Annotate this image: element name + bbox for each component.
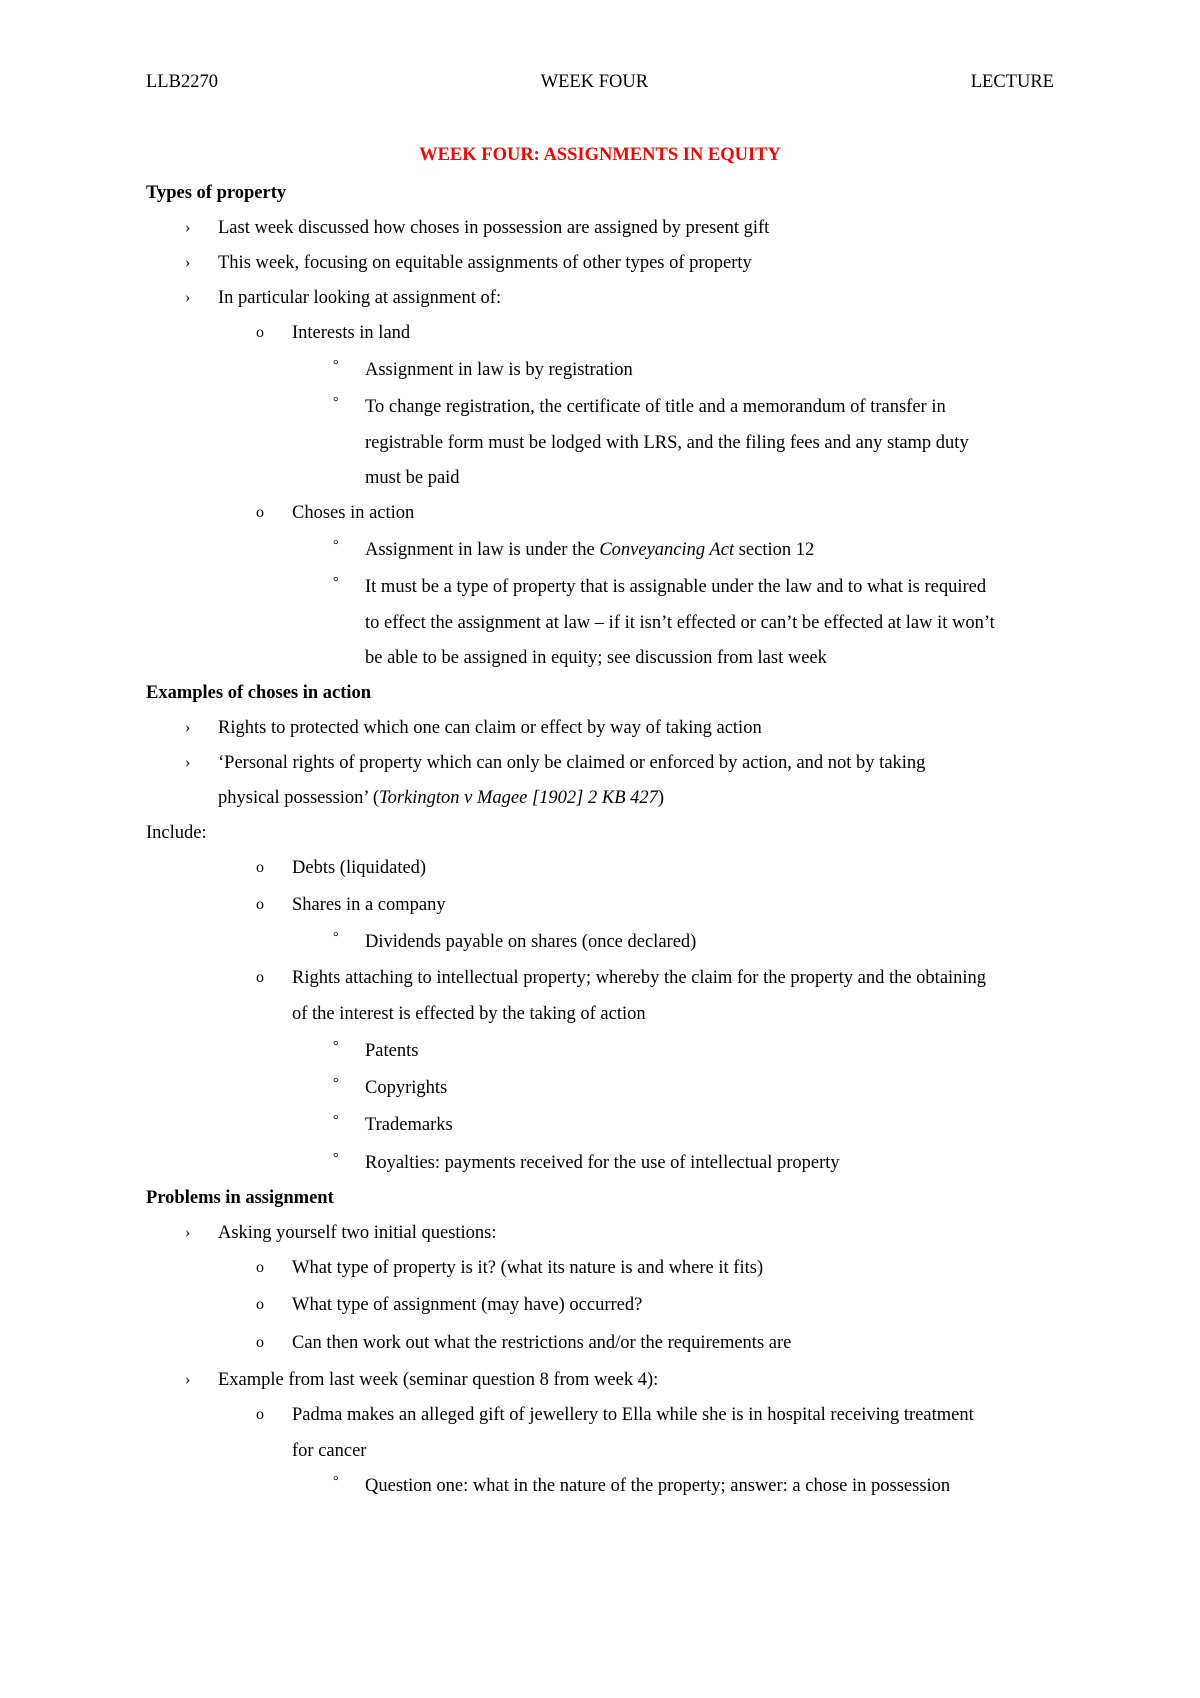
case-citation: Torkington v Magee [1902] 2 KB 427 bbox=[379, 788, 658, 808]
heading-types-of-property: Types of property bbox=[146, 183, 287, 203]
list-item-continuation: be able to be assigned in equity; see discussion from last week bbox=[365, 648, 827, 668]
list-item-continuation: to effect the assignment at law – if it isn’t effected or can’t be effected at law it won’t bbox=[365, 613, 995, 633]
list-item: o Can then work out what the restrictions and/or the requirements are bbox=[0, 1328, 1200, 1358]
list-item: ° Copyrights bbox=[0, 1073, 1200, 1103]
degree-bullet-icon: ° bbox=[333, 575, 339, 590]
paragraph: Include: bbox=[146, 823, 207, 843]
degree-bullet-icon: ° bbox=[333, 1039, 339, 1054]
arrow-bullet-icon: › bbox=[185, 1224, 191, 1241]
list-item: ° Assignment in law is by registration bbox=[0, 355, 1200, 385]
degree-bullet-icon: ° bbox=[333, 1076, 339, 1091]
circle-bullet-icon: o bbox=[256, 859, 264, 876]
header-type: LECTURE bbox=[970, 72, 1054, 92]
degree-bullet-icon: ° bbox=[333, 395, 339, 410]
header-week: WEEK FOUR bbox=[540, 72, 649, 92]
degree-bullet-icon: ° bbox=[333, 538, 339, 553]
circle-bullet-icon: o bbox=[256, 1296, 264, 1313]
list-item-continuation: of the interest is effected by the taking of action bbox=[292, 1004, 646, 1024]
list-item: o Choses in action bbox=[0, 498, 1200, 528]
list-item-continuation: registrable form must be lodged with LRS, and the filing fees and any stamp duty bbox=[365, 433, 969, 453]
degree-bullet-icon: ° bbox=[333, 358, 339, 373]
page-header bbox=[146, 72, 1054, 98]
circle-bullet-icon: o bbox=[256, 324, 264, 341]
list-item: › Example from last week (seminar question 8 from week 4): bbox=[0, 1365, 1200, 1395]
list-item: ° Dividends payable on shares (once declared) bbox=[0, 927, 1200, 957]
arrow-bullet-icon: › bbox=[185, 254, 191, 271]
header-course-code: LLB2270 bbox=[146, 72, 218, 92]
list-item: o What type of assignment (may have) occurred? bbox=[0, 1290, 1200, 1320]
heading-problems-in-assignment: Problems in assignment bbox=[146, 1188, 334, 1208]
circle-bullet-icon: o bbox=[256, 504, 264, 521]
arrow-bullet-icon: › bbox=[185, 754, 191, 771]
list-item: ° Assignment in law is under the Conveyancing Act section 12 bbox=[0, 535, 1200, 565]
list-item: ° To change registration, the certificate of title and a memorandum of transfer in bbox=[0, 392, 1200, 422]
list-item-continuation: must be paid bbox=[365, 468, 460, 488]
list-item: ° Trademarks bbox=[0, 1110, 1200, 1140]
list-item: › Rights to protected which one can claim or effect by way of taking action bbox=[0, 713, 1200, 743]
list-item: o Debts (liquidated) bbox=[0, 853, 1200, 883]
arrow-bullet-icon: › bbox=[185, 1371, 191, 1388]
list-item: o Padma makes an alleged gift of jewellery to Ella while she is in hospital receiving treatment bbox=[0, 1400, 1200, 1430]
list-item-continuation: for cancer bbox=[292, 1441, 367, 1461]
list-item: ° Royalties: payments received for the use of intellectual property bbox=[0, 1148, 1200, 1178]
circle-bullet-icon: o bbox=[256, 969, 264, 986]
document-title: WEEK FOUR: ASSIGNMENTS IN EQUITY bbox=[419, 145, 781, 165]
list-item: › Asking yourself two initial questions: bbox=[0, 1218, 1200, 1248]
degree-bullet-icon: ° bbox=[333, 1151, 339, 1166]
arrow-bullet-icon: › bbox=[185, 719, 191, 736]
list-item: › Last week discussed how choses in possession are assigned by present gift bbox=[0, 213, 1200, 243]
act-name: Conveyancing Act bbox=[599, 540, 735, 560]
arrow-bullet-icon: › bbox=[185, 289, 191, 306]
list-item: ° Question one: what in the nature of the property; answer: a chose in possession bbox=[0, 1471, 1200, 1501]
list-item: › ‘Personal rights of property which can only be claimed or enforced by action, and not by taking bbox=[0, 748, 1200, 778]
list-item: › In particular looking at assignment of: bbox=[0, 283, 1200, 313]
circle-bullet-icon: o bbox=[256, 896, 264, 913]
list-item: o What type of property is it? (what its nature is and where it fits) bbox=[0, 1253, 1200, 1283]
list-item: ° It must be a type of property that is assignable under the law and to what is required bbox=[0, 572, 1200, 602]
heading-examples-of-choses: Examples of choses in action bbox=[146, 683, 372, 703]
list-item: o Interests in land bbox=[0, 318, 1200, 348]
circle-bullet-icon: o bbox=[256, 1259, 264, 1276]
list-item-continuation: physical possession’ (Torkington v Magee [1902] 2 KB 427) bbox=[218, 788, 665, 808]
arrow-bullet-icon: › bbox=[185, 219, 191, 236]
list-item: o Rights attaching to intellectual property; whereby the claim for the property and the obtaining bbox=[0, 963, 1200, 993]
circle-bullet-icon: o bbox=[256, 1406, 264, 1423]
degree-bullet-icon: ° bbox=[333, 1113, 339, 1128]
circle-bullet-icon: o bbox=[256, 1334, 264, 1351]
list-item: › This week, focusing on equitable assignments of other types of property bbox=[0, 248, 1200, 278]
list-item: ° Patents bbox=[0, 1036, 1200, 1066]
degree-bullet-icon: ° bbox=[333, 930, 339, 945]
list-item: o Shares in a company bbox=[0, 890, 1200, 920]
degree-bullet-icon: ° bbox=[333, 1474, 339, 1489]
